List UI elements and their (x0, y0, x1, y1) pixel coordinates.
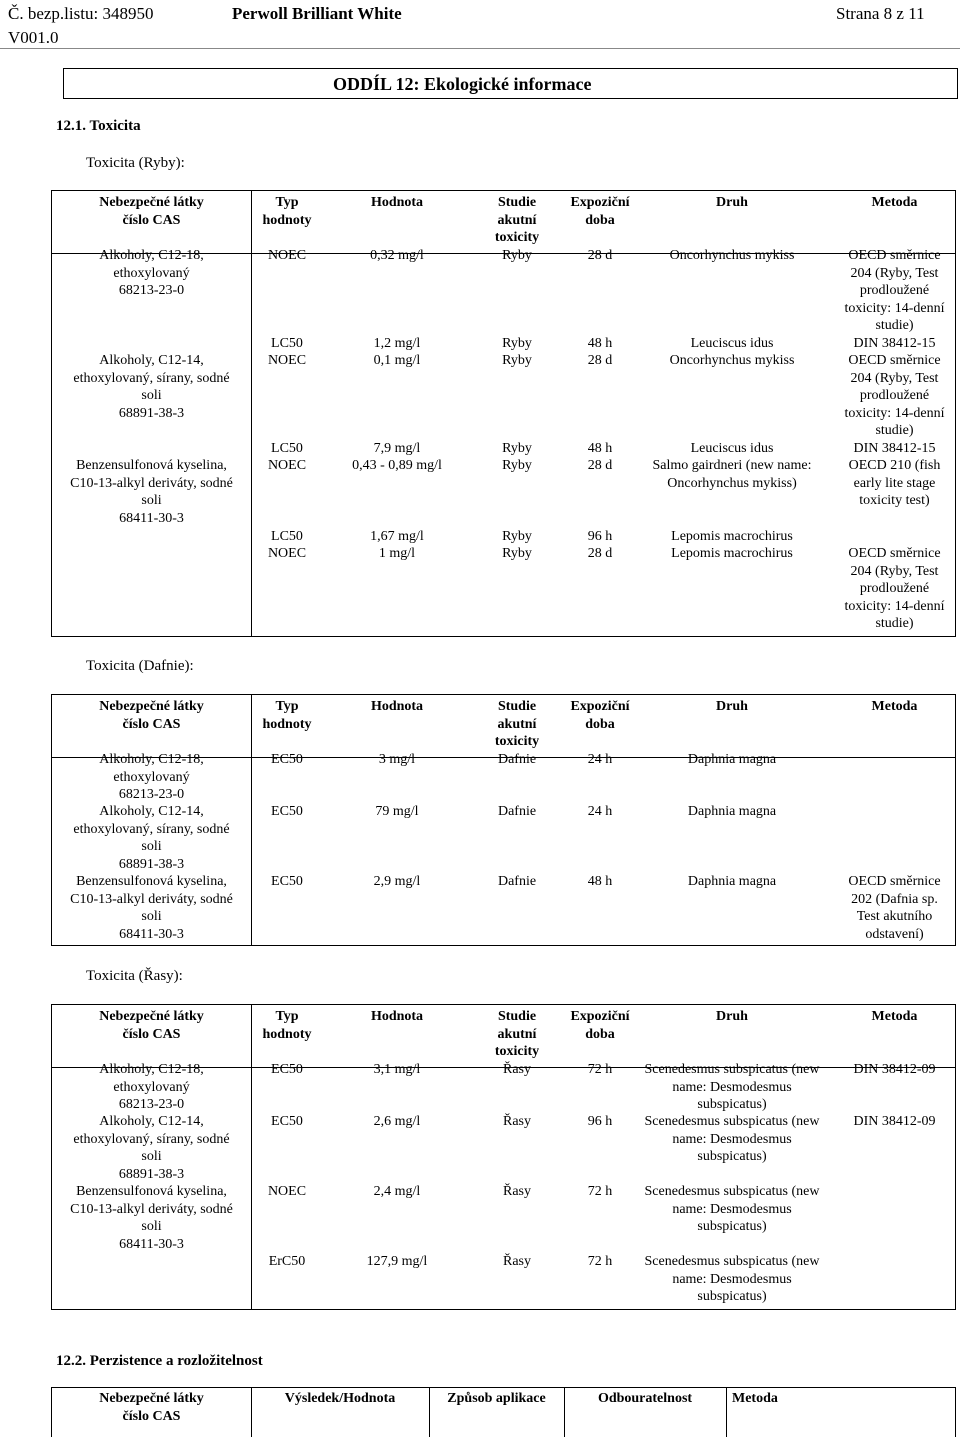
value: 0,43 - 0,89 mg/l (352, 458, 442, 473)
study: Ryby (502, 248, 532, 263)
substance-3: Benzensulfonová kyselina, C10-13-alkyl deriváty, sodné soli 68411-30-3 (70, 458, 233, 526)
study: Řasy (503, 1254, 531, 1269)
page-number: Strana 8 z 11 (836, 4, 925, 23)
col-header-method: Metoda (871, 699, 918, 714)
algae-toxicity-title: Toxicita (Řasy): (86, 968, 183, 984)
species: Salmo gairdneri (new name: Oncorhynchus mykiss) (652, 458, 812, 491)
section-title: ODDÍL 12: Ekologické informace (333, 74, 592, 94)
column-divider (251, 695, 252, 945)
type-value: EC50 (271, 804, 303, 819)
exposure: 28 d (587, 458, 613, 473)
study: Dafnie (497, 752, 537, 767)
daphnia-toxicity-title: Toxicita (Dafnie): (86, 658, 194, 674)
type-value: EC50 (271, 1114, 303, 1129)
type-value: NOEC (267, 546, 307, 561)
substance-1: Alkoholy, C12-18, ethoxylovaný 68213-23-0 (99, 1062, 204, 1112)
exposure: 24 h (587, 752, 613, 767)
col-header-value: Hodnota (370, 1009, 424, 1024)
col-header-study: Studie akutní toxicity (494, 1009, 540, 1059)
col-header-application: Způsob aplikace (447, 1391, 546, 1406)
type-value: ErC50 (268, 1254, 306, 1269)
fish-toxicity-title: Toxicita (Ryby): (86, 155, 185, 171)
col-header-value: Hodnota (370, 195, 424, 210)
value: 2,6 mg/l (373, 1114, 421, 1129)
species: Oncorhynchus mykiss (669, 353, 795, 368)
species: Leuciscus idus (690, 441, 774, 456)
col-header-species: Druh (716, 699, 748, 714)
exposure: 28 d (587, 546, 613, 561)
column-divider (726, 1388, 727, 1437)
col-header-method: Metoda (732, 1391, 778, 1406)
method: OECD směrnice 204 (Ryby, Test prodloužené toxicity: 14-denní studie) (844, 353, 945, 438)
value: 2,9 mg/l (373, 874, 421, 889)
version: V001.0 (8, 28, 59, 47)
col-header-substance: Nebezpečné látky číslo CAS (99, 699, 204, 732)
method: DIN 38412-09 (853, 1062, 936, 1077)
col-header-type: Typ hodnoty (262, 1009, 312, 1042)
species: Oncorhynchus mykiss (669, 248, 795, 263)
exposure: 24 h (587, 804, 613, 819)
col-header-species: Druh (716, 195, 748, 210)
col-header-substance: Nebezpečné látky číslo CAS (99, 1009, 204, 1042)
species: Scenedesmus subspicatus (new name: Desmodesmus subspicatus) (644, 1184, 820, 1234)
value: 127,9 mg/l (366, 1254, 428, 1269)
col-header-type: Typ hodnoty (262, 699, 312, 732)
type-value: LC50 (271, 441, 303, 456)
col-header-exposure: Expoziční doba (570, 1009, 630, 1042)
substance-1: Alkoholy, C12-18, ethoxylovaný 68213-23-0 (99, 752, 204, 802)
study: Dafnie (497, 804, 537, 819)
type-value: EC50 (271, 752, 303, 767)
value: 1,67 mg/l (370, 529, 424, 544)
value: 3 mg/l (378, 752, 416, 767)
substance-2: Alkoholy, C12-14, ethoxylovaný, sírany, sodné soli 68891-38-3 (73, 804, 230, 872)
col-header-method: Metoda (871, 1009, 918, 1024)
substance-2: Alkoholy, C12-14, ethoxylovaný, sírany, sodné soli 68891-38-3 (73, 353, 230, 421)
type-value: EC50 (271, 874, 303, 889)
substance-3: Benzensulfonová kyselina, C10-13-alkyl deriváty, sodné soli 68411-30-3 (70, 1184, 233, 1252)
col-header-value: Hodnota (370, 699, 424, 714)
exposure: 28 d (587, 248, 613, 263)
subsection-toxicity: 12.1. Toxicita (56, 118, 141, 134)
value: 1,2 mg/l (373, 336, 421, 351)
exposure: 48 h (587, 336, 613, 351)
algae-toxicity-table (51, 1004, 956, 1310)
species: Daphnia magna (687, 804, 777, 819)
col-header-type: Typ hodnoty (262, 195, 312, 228)
value: 0,1 mg/l (373, 353, 421, 368)
type-value: NOEC (267, 458, 307, 473)
col-header-method: Metoda (871, 195, 918, 210)
col-header-substance: Nebezpečné látky číslo CAS (99, 1391, 204, 1424)
method: OECD směrnice 202 (Dafnia sp. Test akutního odstavení) (848, 874, 941, 942)
col-header-species: Druh (716, 1009, 748, 1024)
value: 2,4 mg/l (373, 1184, 421, 1199)
type-value: NOEC (267, 248, 307, 263)
substance-3: Benzensulfonová kyselina, C10-13-alkyl deriváty, sodné soli 68411-30-3 (70, 874, 233, 942)
method: OECD směrnice 204 (Ryby, Test prodloužené toxicity: 14-denní studie) (844, 546, 945, 631)
method: DIN 38412-15 (853, 441, 936, 456)
study: Ryby (502, 353, 532, 368)
product-name: Perwoll Brilliant White (232, 4, 402, 23)
substance-2: Alkoholy, C12-14, ethoxylovaný, sírany, sodné soli 68891-38-3 (73, 1114, 230, 1182)
study: Řasy (503, 1114, 531, 1129)
exposure: 72 h (587, 1062, 613, 1077)
study: Řasy (503, 1184, 531, 1199)
fish-toxicity-table (51, 190, 956, 637)
exposure: 28 d (587, 353, 613, 368)
substance-1: Alkoholy, C12-18, ethoxylovaný 68213-23-0 (99, 248, 204, 298)
sds-number: Č. bezp.listu: 348950 (8, 4, 154, 23)
method: OECD směrnice 204 (Ryby, Test prodloužené toxicity: 14-denní studie) (844, 248, 945, 333)
col-header-exposure: Expoziční doba (570, 699, 630, 732)
type-value: EC50 (271, 1062, 303, 1077)
value: 0,32 mg/l (370, 248, 424, 263)
exposure: 72 h (587, 1254, 613, 1269)
species: Lepomis macrochirus (671, 529, 793, 544)
persistence-table (51, 1387, 956, 1437)
study: Dafnie (497, 874, 537, 889)
exposure: 48 h (587, 441, 613, 456)
col-header-study: Studie akutní toxicity (494, 699, 540, 749)
study: Ryby (502, 441, 532, 456)
type-value: NOEC (267, 1184, 307, 1199)
study: Ryby (502, 336, 532, 351)
study: Ryby (502, 529, 532, 544)
col-header-substance: Nebezpečné látky číslo CAS (99, 195, 204, 228)
col-header-exposure: Expoziční doba (570, 195, 630, 228)
species: Lepomis macrochirus (671, 546, 793, 561)
subsection-persistence: 12.2. Perzistence a rozložitelnost (56, 1353, 263, 1369)
species: Daphnia magna (687, 752, 777, 767)
col-header-result: Výsledek/Hodnota (284, 1391, 396, 1406)
exposure: 72 h (587, 1184, 613, 1199)
exposure: 96 h (587, 1114, 613, 1129)
value: 3,1 mg/l (373, 1062, 421, 1077)
column-divider (251, 1005, 252, 1309)
exposure: 96 h (587, 529, 613, 544)
daphnia-toxicity-table (51, 694, 956, 946)
value: 79 mg/l (375, 804, 419, 819)
value: 1 mg/l (378, 546, 416, 561)
species: Scenedesmus subspicatus (new name: Desmodesmus subspicatus) (644, 1062, 820, 1112)
species: Scenedesmus subspicatus (new name: Desmodesmus subspicatus) (644, 1114, 820, 1164)
species: Daphnia magna (687, 874, 777, 889)
method: DIN 38412-09 (853, 1114, 936, 1129)
species: Scenedesmus subspicatus (new name: Desmodesmus subspicatus) (644, 1254, 820, 1304)
exposure: 48 h (587, 874, 613, 889)
column-divider (251, 191, 252, 636)
type-value: LC50 (271, 529, 303, 544)
col-header-degradability: Odbouratelnost (597, 1391, 693, 1406)
study: Ryby (502, 458, 532, 473)
header-divider (0, 48, 960, 49)
method: DIN 38412-15 (853, 336, 936, 351)
type-value: NOEC (267, 353, 307, 368)
study: Řasy (503, 1062, 531, 1077)
col-header-study: Studie akutní toxicity (494, 195, 540, 245)
method: OECD 210 (fish early lite stage toxicity test) (848, 458, 941, 508)
type-value: LC50 (271, 336, 303, 351)
study: Ryby (502, 546, 532, 561)
species: Leuciscus idus (690, 336, 774, 351)
value: 7,9 mg/l (373, 441, 421, 456)
